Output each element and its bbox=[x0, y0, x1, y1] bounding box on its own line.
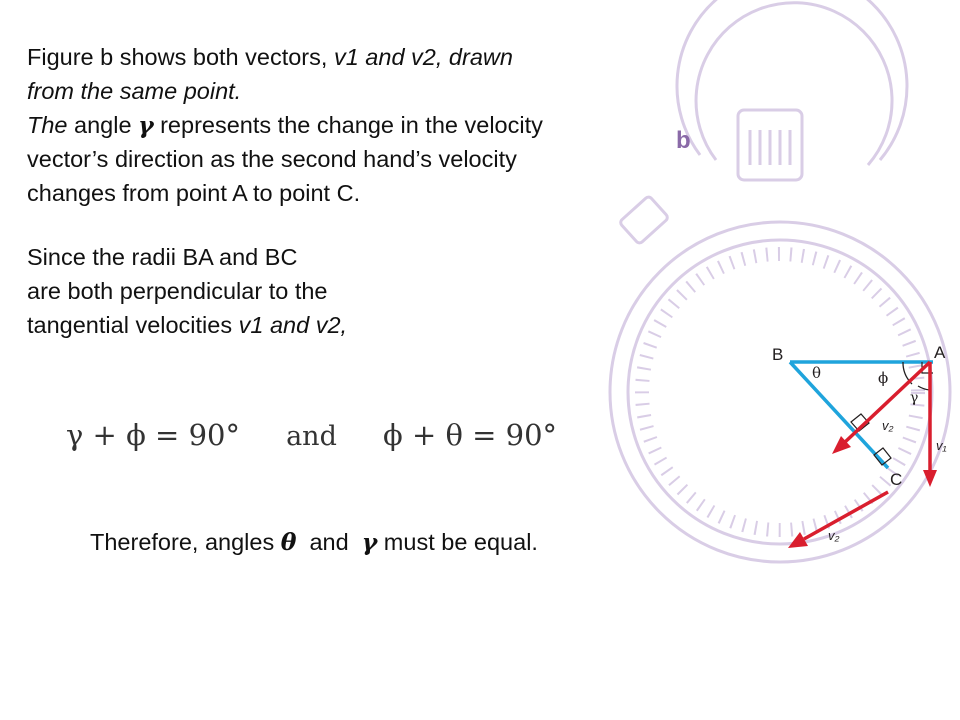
point-a-label: A bbox=[934, 343, 946, 362]
intro-line-5: changes from point A to point C. bbox=[27, 180, 361, 206]
intro-line-3-rest: represents the change in the velocity bbox=[153, 112, 543, 138]
point-c-label: C bbox=[890, 470, 903, 489]
intro-line-3-angle: angle bbox=[67, 112, 139, 138]
theta-symbol: θ bbox=[280, 528, 297, 556]
phi-label: ϕ bbox=[878, 369, 889, 387]
intro-paragraph bbox=[27, 40, 677, 210]
conclusion-prefix: Therefore, angles bbox=[90, 529, 281, 555]
point-b-label: B bbox=[772, 345, 784, 364]
watch-tick-ring bbox=[642, 254, 918, 530]
conclusion-middle: and bbox=[296, 529, 362, 555]
radii-line-3 bbox=[27, 308, 527, 342]
conclusion-suffix: must be equal. bbox=[377, 529, 538, 555]
equation-right: ϕ + θ = 90° bbox=[382, 418, 558, 452]
angle-equation bbox=[66, 418, 557, 452]
radii-line-3-vectors: v1 and v2, bbox=[238, 312, 348, 338]
v2-lower-label: v₂ bbox=[828, 528, 840, 543]
intro-line-1-text: Figure b shows both vectors, bbox=[27, 44, 334, 70]
watch-ring-inner bbox=[696, 3, 892, 165]
equation-left: γ + ϕ = 90° bbox=[66, 418, 240, 452]
intro-line-1 bbox=[27, 40, 677, 74]
radii-line-3-text: tangential velocities bbox=[27, 312, 239, 338]
conclusion-gamma-symbol: γ bbox=[361, 528, 378, 556]
watch-body-inner bbox=[628, 240, 932, 544]
intro-line-3 bbox=[27, 108, 677, 142]
panel-label-b: b bbox=[676, 127, 691, 154]
intro-line-2: from the same point. bbox=[27, 78, 242, 104]
intro-line-4: vector’s direction as the second hand’s velocity bbox=[27, 146, 517, 172]
theta-label: θ bbox=[812, 364, 822, 382]
gamma-label: γ bbox=[910, 390, 919, 406]
v2-upper-label: v₂ bbox=[882, 418, 894, 433]
radii-paragraph bbox=[27, 240, 527, 342]
gamma-symbol: γ bbox=[138, 111, 154, 139]
radii-line-2: are both perpendicular to the bbox=[27, 278, 328, 304]
radii-line-1: Since the radii BA and BC bbox=[27, 244, 298, 270]
intro-line-1-vectors: v1 and v2, drawn bbox=[333, 44, 513, 70]
conclusion-line bbox=[90, 528, 538, 556]
v1-label: v₁ bbox=[936, 438, 947, 453]
equation-connector: and bbox=[286, 421, 337, 452]
intro-line-3-start: The bbox=[27, 112, 68, 138]
watch-ring-outer bbox=[677, 0, 907, 160]
